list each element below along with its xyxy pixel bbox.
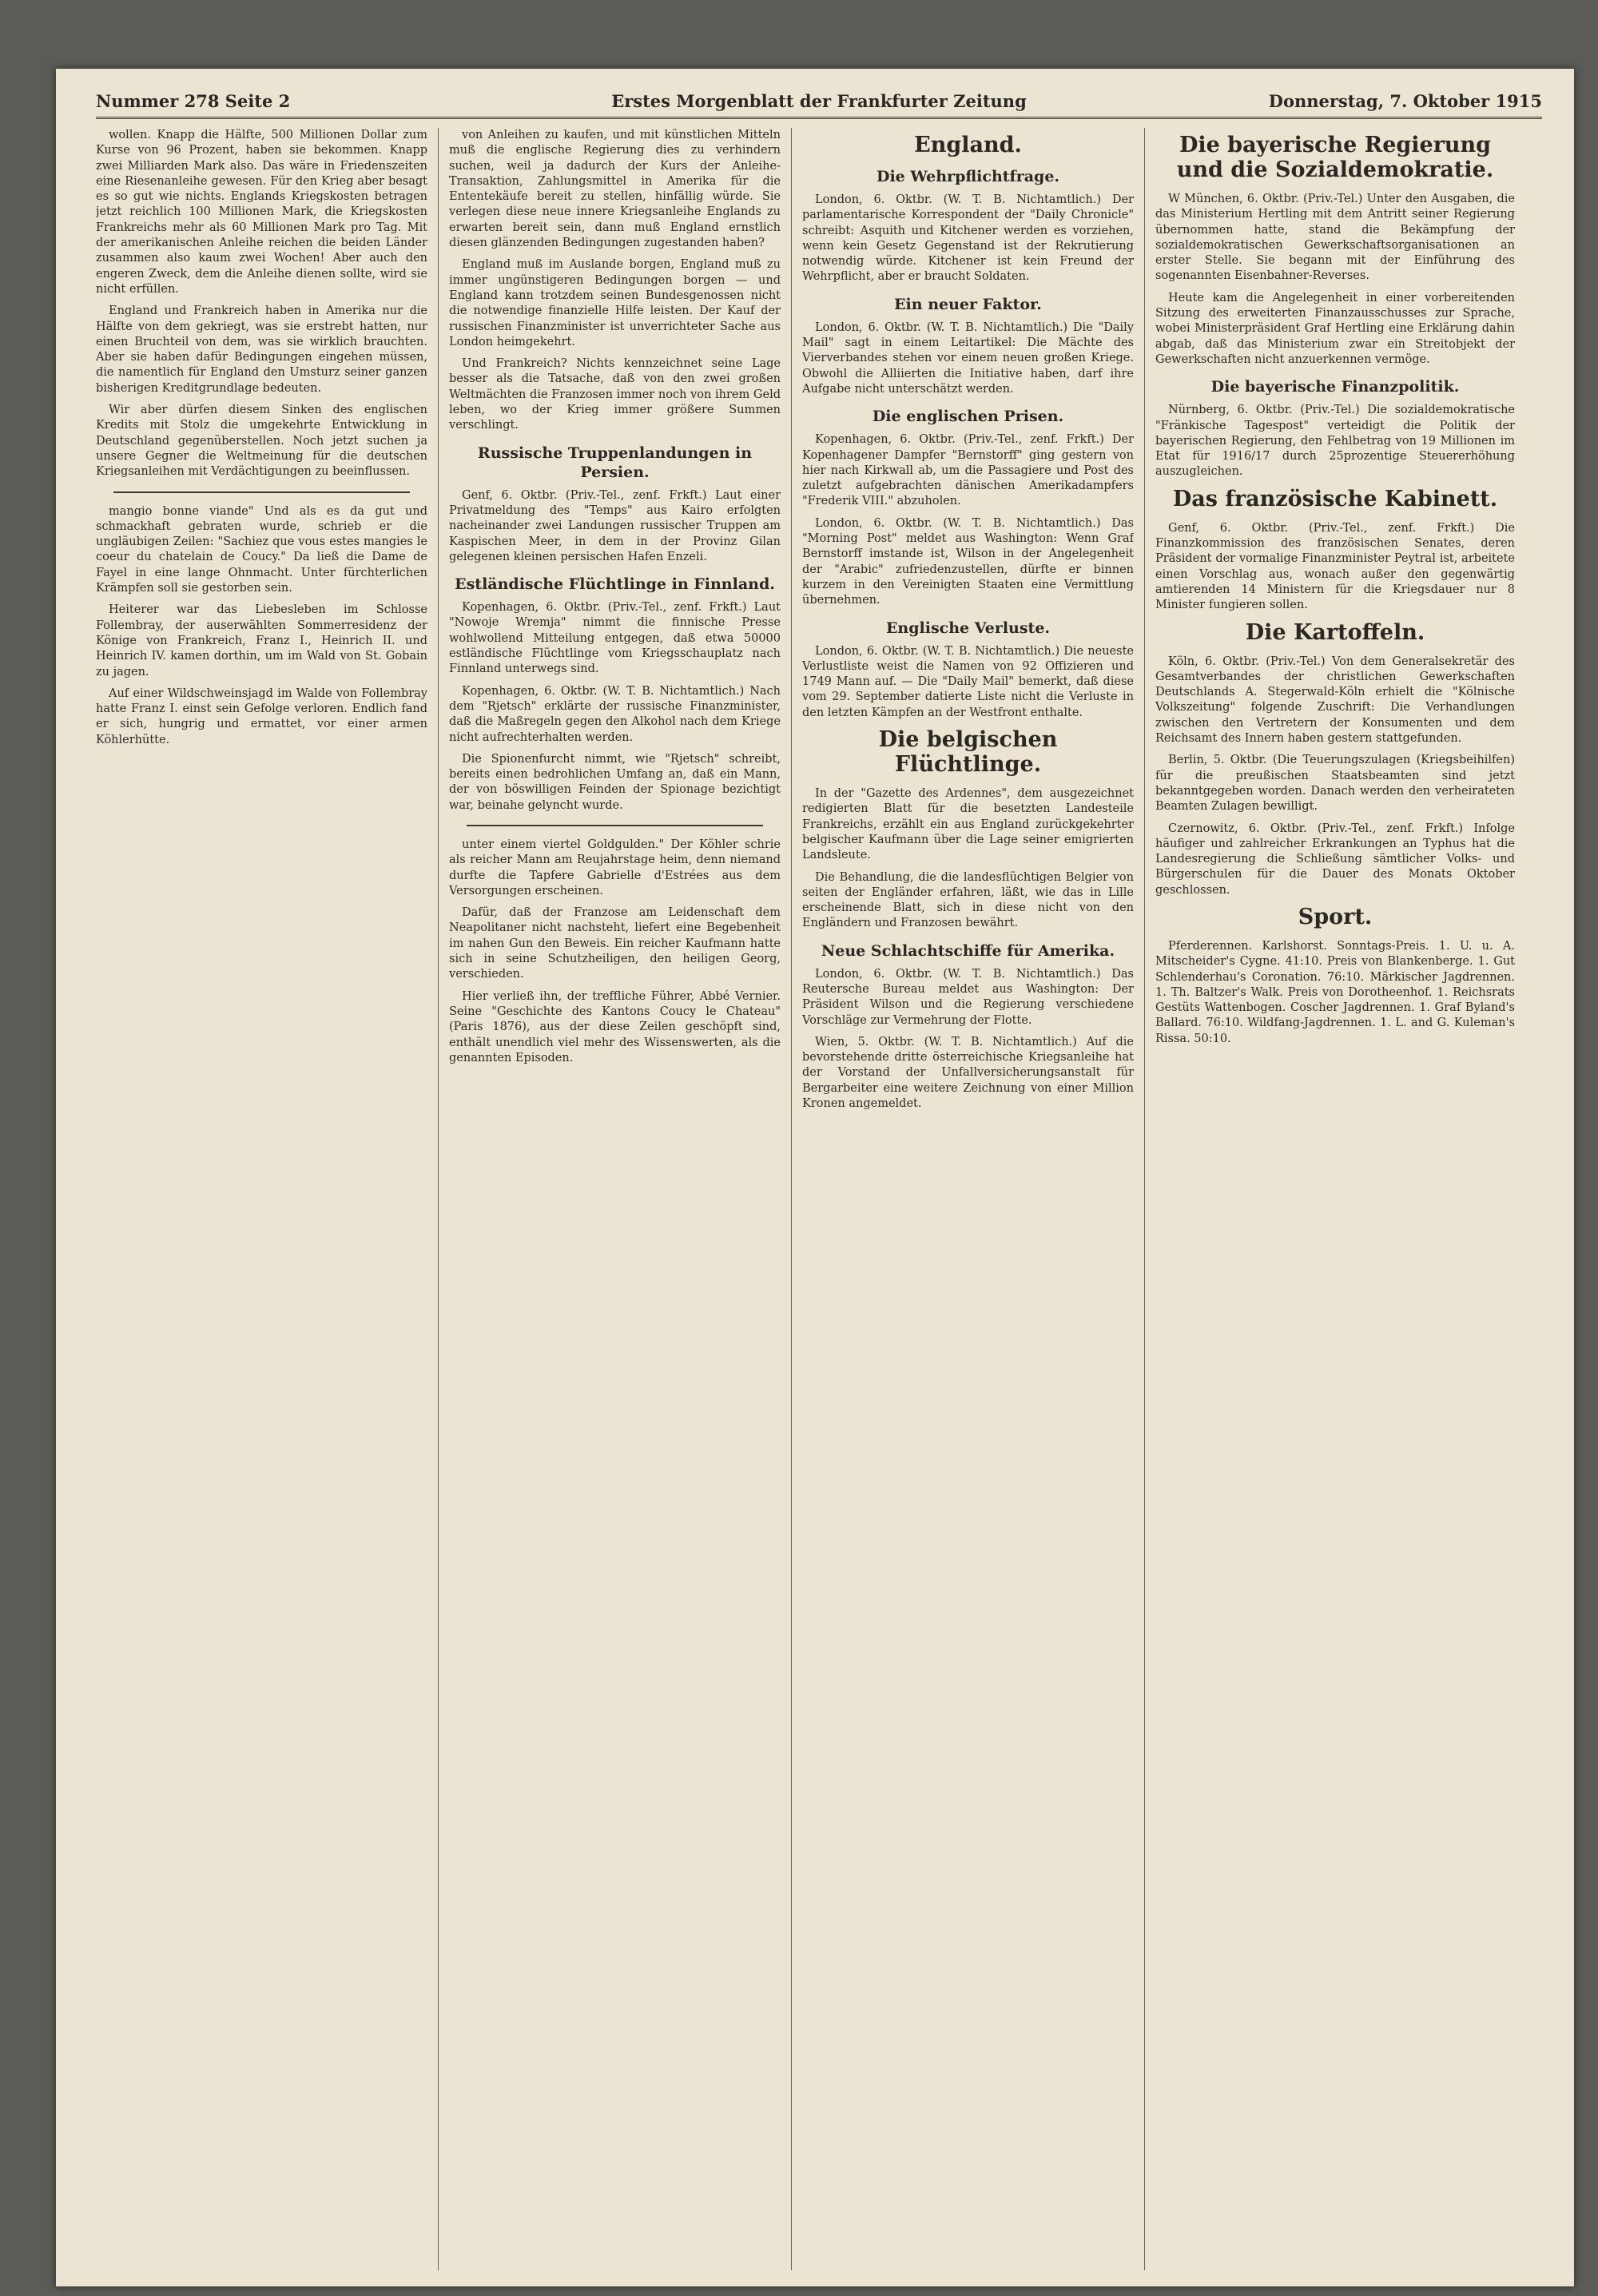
article-paragraph: Kopenhagen, 6. Oktbr. (Priv.-Tel., zenf. Frkft.) Laut "Nowoje Wremja" nimmt die finnische Presse wohlwollend Mitteilung entgegen, daß etwa 50000 estländische Flüchtlinge vom Kriegsschauplatz nach Finnland unterwegs sind. [449,601,781,676]
article-paragraph: In der "Gazette des Ardennes", dem ausgezeichnet redigierten Blatt für die besetzten Landesteile Frankreichs, erzählt ein aus England zurückgekehrter belgischer Kaufmann über die Lage seiner emigrierten Landsleute. [802,787,1134,862]
feuilleton-paragraph: Hier verließ ihn, der treffliche Führer, Abbé Vernier. Seine "Geschichte des Kantons Coucy le Chateau" (Paris 1876), aus der diese Zeilen geschöpft sind, enthält unendlich viel mehr des Wissenswerten, als die genannten Episoden. [449,989,781,1064]
column-1 [96,128,427,2270]
article-paragraph: Heute kam die Angelegenheit in einer vorbereitenden Sitzung des erweiterten Finanzausschusses zur Sprache, wobei Ministerpräsident Graf Hertling eine Erklärung dahin abgab, daß das Ministerium zwar ein Streitobjekt der Gewerkschaften nicht anzuerkennen vermöge. [1155,291,1515,366]
article-paragraph: Köln, 6. Oktbr. (Priv.-Tel.) Von dem Generalsekretär des Gesamtverbandes der christlichen Gewerkschaften Deutschlands A. Stegerwald-Köln erhielt die "Kölnische Volkszeitung" folgende Zuschrift: Die Verhandlungen zwischen den Vertretern der Konsumenten und dem Reichsamt des Innern haben gestern stattgefunden. [1155,655,1515,746]
section-heading: Neue Schlachtschiffe für Amerika. [821,941,1115,960]
article-paragraph: Czernowitz, 6. Oktbr. (Priv.-Tel., zenf. Frkft.) Infolge häufiger und zahlreicher Erkrankungen an Typhus hat die Landesregierung die Schließung sämtlicher Volks- und Bürgerschulen für die Dauer des Monats Oktober geschlossen. [1155,822,1515,897]
article-paragraph: Kopenhagen, 6. Oktbr. (W. T. B. Nichtamtlich.) Nach dem "Rjetsch" erklärte der russische Finanzminister, daß die Maßregeln gegen den Alkohol nach dem Kriege nicht aufrechterhalten werden. [449,684,781,744]
section-heading: Die bayerische Finanzpolitik. [1210,378,1460,396]
feuilleton-paragraph: Auf einer Wildschweinsjagd im Walde von Follembray hatte Franz I. einst sein Gefolge verloren. Endlich fand er sich, hungrig und ermattet, vor einer armen Köhlerhütte. [96,686,427,746]
column-rule [791,128,792,2270]
newspaper-page [56,69,1574,2286]
feuilleton-paragraph: mangio bonne viande" Und als es da gut und schmackhaft gebraten wurde, schrieb er die ungläubigen Zeilen: "Sachiez que vous estes mangies le coeur du chatelain de Coucy." Da ließ die Dame de Fayel in eine lange Ohnmacht. Unter fürchterlichen Krämpfen soll sie gestorben sein. [96,504,427,595]
feuilleton-paragraph: unter einem viertel Goldgulden." Der Köhler schrie als reicher Mann am Reujahrstage heim, denn niemand durfte die Tapfere Gabrielle d'Estrées aus dem Versorgungen erscheinen. [449,838,781,897]
section-heading-large: Die Kartoffeln. [1245,619,1425,645]
section-heading-large: Die belgischen Flüchtlinge. [878,727,1058,778]
page-number: Nummer 278 Seite 2 [96,91,291,111]
issue-date: Donnerstag, 7. Oktober 1915 [1268,91,1542,111]
section-heading: Englische Verluste. [885,619,1051,637]
masthead [96,88,1542,119]
article-paragraph: England muß im Auslande borgen, England muß zu immer ungünstigeren Bedingungen borgen — und England kann trotzdem seinen Bundesgenossen nicht die notwendige finanzielle Hilfe leisten. Der Kauf der russischen Finanzminister ist unverrichteter Sache aus London heimgekehrt. [449,258,781,348]
column-4 [1155,128,1515,2270]
feuilleton-paragraph: Dafür, daß der Franzose am Leidenschaft dem Neapolitaner nicht nachsteht, liefert eine Begebenheit im nahen Gun den Beweis. Ein reicher Kaufmann hatte sich in seine Schutzheiligen, den heiligen Georg, verschieden. [449,906,781,981]
sport-results: Pferderennen. Karlshorst. Sonntags-Preis. 1. U. u. A. Mitscheider's Cygne. 41:10. Preis von Blankenberge. 1. Gut Schlenderhau's Coronation. 76:10. Märkischer Jagdrennen. 1. Th. Baltzer's Walk. Preis von Dorotheenhof. 1. Reichsrats Gestüts Wattenbogen. Coscher Jagdrennen. 1. Graf Byland's Ballard. 76:10. Wildfang-Jagdrennen. 1. L. and G. Kuleman's Rissa. 50:10. [1155,939,1515,1045]
article-paragraph: Kopenhagen, 6. Oktbr. (Priv.-Tel., zenf. Frkft.) Der Kopenhagener Dampfer "Bernstorff" ging gestern von hier nach Kirkwall ab, um die Passagiere und Post des zuletzt aufgebrachten dänischen Amerikadampfers "Frederik VIII." abzuholen. [802,433,1134,508]
section-heading-large: Die bayerische Regierung und die Sozialdemokratie. [1176,133,1494,182]
article-paragraph: Die Spionenfurcht nimmt, wie "Rjetsch" schreibt, bereits einen bedrohlichen Umfang an, daß ein Mann, der von böswilligen Feinden der Spionage bezichtigt war, beinahe gelyncht wurde. [449,752,781,812]
section-heading-large: Das französische Kabinett. [1172,486,1498,511]
feuilleton-paragraph: Heiterer war das Liebesleben im Schlosse Follembray, der auserwählten Sommerresidenz der Könige von Frankreich, Franz I., Heinrich II. und Heinrich IV. kamen dorthin, um im Wald von St. Gobain zu jagen. [96,603,427,678]
article-paragraph: Berlin, 5. Oktbr. (Die Teuerungszulagen (Kriegsbeihilfen) für die preußischen Staatsbeamten sind jetzt bekanntgegeben worden. Danach werden den verheirateten Beamten Zulagen bewilligt. [1155,754,1515,814]
feuilleton-divider [113,491,410,493]
article-paragraph: London, 6. Oktbr. (W. T. B. Nichtamtlich.) Das "Morning Post" meldet aus Washington: Wenn Graf Bernstorff imstande ist, Wilson in der Angelegenheit der "Arabic" zufriedenzustellen, dürfte er binnen kurzem in den Vereinigten Staaten eine Vermittlung übernehmen. [802,516,1134,607]
article-paragraph: England und Frankreich haben in Amerika nur die Hälfte von dem gekriegt, was sie erstrebt hatten, nur einen Bruchteil von dem, was sie wirklich brauchten. Aber sie haben dafür Bedingungen eingehen müssen, die namentlich für England den Umsturz seiner ganzen bisherigen Kreditgrundlage bedeuten. [96,304,427,395]
column-rule [1144,128,1145,2270]
article-paragraph: London, 6. Oktbr. (W. T. B. Nichtamtlich.) Der parlamentarische Korrespondent der "Daily Chronicle" schreibt: Asquith und Kitchener werden es vorziehen, wenn kein Gesetz Gegenstand ist der Rekrutierung notwendig würde. Kitchener ist kein Freund der Wehrpflicht, aber er braucht Soldaten. [802,193,1134,284]
section-heading-large: Sport. [1298,904,1373,929]
column-3 [802,128,1134,2270]
article-paragraph: wollen. Knapp die Hälfte, 500 Millionen Dollar zum Kurse von 96 Prozent, haben sie bekommen. Knapp zwei Milliarden Mark also. Das wäre in Friedenszeiten eine Riesenanleihe gewesen. Für den Krieg aber besagt es so gut wie nichts. Englands Kriegskosten betragen jetzt reichlich 100 Millionen Mark, die Kriegskosten Frankreichs mehr als 60 Millionen Mark pro Tag. Mit der amerikanischen Anleihe reichen die beiden Länder zusammen also kaum zwei Wochen! Aber auch den engeren Zweck, dem die Anleihe dienen sollte, wird sie nicht erfüllen. [96,129,427,296]
article-paragraph: Genf, 6. Oktbr. (Priv.-Tel., zenf. Frkft.) Die Finanzkommission des französischen Senates, deren Präsident der vormalige Finanzminister Peytral ist, arbeitete einen Vorschlag aus, wonach außer den gegenwärtig amtierenden 14 Ministern für die Kriegsdauer nur 8 Minister fungieren sollen. [1155,521,1515,612]
column-2 [449,128,781,2270]
section-heading: Russische Truppenlandungen in Persien. [477,444,753,481]
article-paragraph: Die Behandlung, die die landesflüchtigen Belgier von seiten der Engländer erfahren, läßt, wie das in Lille erscheinende Blatt, sich in diese nicht von den Engländern und Franzosen bewährt. [802,870,1134,930]
article-paragraph: Nürnberg, 6. Oktbr. (Priv.-Tel.) Die sozialdemokratische "Fränkische Tagespost" verteidigt die Politik der bayerischen Regierung, den Fehlbetrag von 19 Millionen im Etat für 1916/17 durch 25prozentige Steuererhöhung auszugleichen. [1155,404,1515,479]
newspaper-title: Erstes Morgenblatt der Frankfurter Zeitung [611,91,1027,111]
article-paragraph: Wien, 5. Oktbr. (W. T. B. Nichtamtlich.) Auf die bevorstehende dritte österreichische Kriegsanleihe hat der Vorstand der Unfallversicherungsanstalt für Bergarbeiter eine weitere Zeichnung von einer Million Kronen angemeldet. [802,1035,1134,1111]
article-paragraph: London, 6. Oktbr. (W. T. B. Nichtamtlich.) Die neueste Verlustliste weist die Namen von 92 Offizieren und 1749 Mann auf. — Die "Daily Mail" bemerkt, daß diese vom 29. September datierte Liste nicht die Verluste in den letzten Kämpfen an der Westfront enthalte. [802,644,1134,719]
article-paragraph: Und Frankreich? Nichts kennzeichnet seine Lage besser als die Tatsache, daß von den zwei großen Weltmächten die Franzosen immer noch von ihrem Geld leben, wo der Krieg immer größere Summen verschlingt. [449,357,781,432]
article-paragraph: W München, 6. Oktbr. (Priv.-Tel.) Unter den Ausgaben, die das Ministerium Hertling mit dem Antritt seiner Regierung übernommen hatte, stand die Bekämpfung der sozialdemokratischen Gewerkschaftsorganisationen an erster Stelle. Sie begann mit der Einführung des sogenannten Eisenbahner-Reverses. [1155,193,1515,283]
section-heading: Die englischen Prisen. [872,408,1064,426]
article-paragraph: Genf, 6. Oktbr. (Priv.-Tel., zenf. Frkft.) Laut einer Privatmeldung des "Temps" aus Kairo erfolgten nacheinander zwei Landungen russischer Truppen am Kaspischen Meer, in dem in der Provinz Gilan gelegenen kleinen persischen Hafen Enzeli. [449,488,781,563]
article-paragraph: von Anleihen zu kaufen, und mit künstlichen Mitteln muß die englische Regierung dies zu verhindern suchen, weil ja dadurch der Kurs der Anleihe-Transaktion, Zahlungsmittel in Amerika für die Ententekäufe bereit zu stellen, hinfällig würde. Sie verlegen diese neue innere Kriegsanleihe Englands zu erwarten bereit sein, dann muß England ernstlich diesen glänzenden Bedingungen zugestanden haben? [449,129,781,250]
section-heading: Ein neuer Faktor. [894,295,1042,313]
feuilleton-divider [467,825,763,826]
article-paragraph: London, 6. Oktbr. (W. T. B. Nichtamtlich.) Die "Daily Mail" sagt in einem Leitartikel: Die Mächte des Vierverbandes stehen vor einem neuen großen Kriege. Obwohl die Alliierten die Initiative haben, darf ihre Aufgabe nicht unterschätzt werden. [802,320,1134,396]
section-heading: Estländische Flüchtlinge in Finnland. [455,575,775,594]
section-heading: Die Wehrpflichtfrage. [876,168,1060,185]
column-rule [438,128,439,2270]
article-paragraph: London, 6. Oktbr. (W. T. B. Nichtamtlich.) Das Reutersche Bureau meldet aus Washington: Der Präsident Wilson und die Regierung verschiedene Vorschläge zur Vermehrung der Flotte. [802,967,1134,1027]
section-heading-large: England. [914,133,1022,157]
article-paragraph: Wir aber dürfen diesem Sinken des englischen Kredits mit Stolz die umgekehrte Entwicklung in Deutschland gegenüberstellen. Noch jetzt suchen ja unsere Gegner die Weltmeinung für die deutschen Kriegsanleihen mit Verdächtigungen zu beeinflussen. [96,404,427,479]
